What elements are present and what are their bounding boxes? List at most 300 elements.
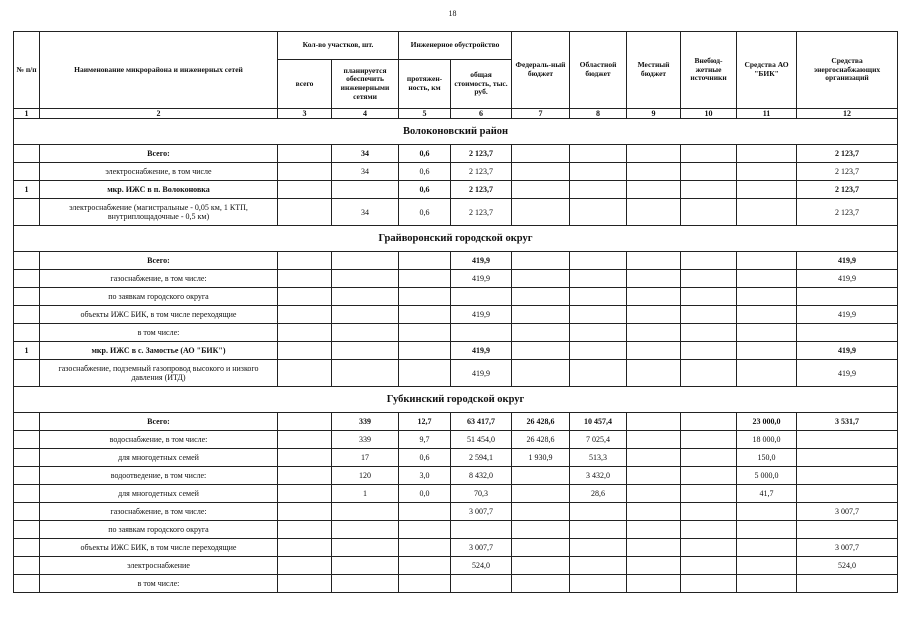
cell-c12 bbox=[797, 485, 898, 503]
cell-c6: 2 594,1 bbox=[451, 449, 512, 467]
cell-c12: 524,0 bbox=[797, 557, 898, 575]
cell-c4: 34 bbox=[332, 199, 399, 226]
cell-c11: 5 000,0 bbox=[737, 467, 797, 485]
cell-c3 bbox=[278, 467, 332, 485]
cell-c9 bbox=[627, 413, 681, 431]
cell-c10 bbox=[681, 431, 737, 449]
cell-c4: 339 bbox=[332, 413, 399, 431]
header-regional: Областной бюджет bbox=[570, 32, 627, 109]
cell-num bbox=[14, 288, 40, 306]
table-row bbox=[14, 431, 898, 449]
cell-c12: 419,9 bbox=[797, 306, 898, 324]
cell-c7 bbox=[512, 252, 570, 270]
table-row bbox=[14, 324, 898, 342]
cell-c3 bbox=[278, 521, 332, 539]
cell-c10 bbox=[681, 270, 737, 288]
cell-c5: 12,7 bbox=[399, 413, 451, 431]
cell-c8 bbox=[570, 163, 627, 181]
cell-num bbox=[14, 431, 40, 449]
cell-c4 bbox=[332, 503, 399, 521]
cell-c11: 150,0 bbox=[737, 449, 797, 467]
cell-c12: 3 007,7 bbox=[797, 539, 898, 557]
cell-c6: 70,3 bbox=[451, 485, 512, 503]
cell-c7 bbox=[512, 288, 570, 306]
cell-c5 bbox=[399, 342, 451, 360]
cell-c3 bbox=[278, 181, 332, 199]
cell-c12 bbox=[797, 521, 898, 539]
cell-c10 bbox=[681, 181, 737, 199]
column-number: 7 bbox=[512, 109, 570, 119]
cell-c12: 2 123,7 bbox=[797, 145, 898, 163]
cell-c5: 0,6 bbox=[399, 449, 451, 467]
cell-c7: 26 428,6 bbox=[512, 413, 570, 431]
cell-num bbox=[14, 199, 40, 226]
cell-c3 bbox=[278, 252, 332, 270]
cell-name: для многодетных семей bbox=[40, 449, 278, 467]
cell-c4 bbox=[332, 539, 399, 557]
column-number: 5 bbox=[399, 109, 451, 119]
cell-c8 bbox=[570, 360, 627, 387]
cell-c11 bbox=[737, 181, 797, 199]
cell-c6: 419,9 bbox=[451, 342, 512, 360]
table-row bbox=[14, 539, 898, 557]
cell-c6: 2 123,7 bbox=[451, 145, 512, 163]
cell-c7 bbox=[512, 145, 570, 163]
cell-c10 bbox=[681, 503, 737, 521]
table-row bbox=[14, 288, 898, 306]
table-row bbox=[14, 252, 898, 270]
cell-c5: 0,6 bbox=[399, 199, 451, 226]
header-num: № п/п bbox=[14, 32, 40, 109]
cell-c8 bbox=[570, 342, 627, 360]
cell-c3 bbox=[278, 503, 332, 521]
cell-c3 bbox=[278, 145, 332, 163]
table-row bbox=[14, 485, 898, 503]
cell-c4 bbox=[332, 342, 399, 360]
cell-c5 bbox=[399, 252, 451, 270]
section-title: Волоконовский район bbox=[14, 119, 898, 145]
cell-num bbox=[14, 503, 40, 521]
cell-c5 bbox=[399, 503, 451, 521]
cell-c3 bbox=[278, 557, 332, 575]
cell-c9 bbox=[627, 270, 681, 288]
cell-c4: 1 bbox=[332, 485, 399, 503]
cell-c12: 2 123,7 bbox=[797, 181, 898, 199]
header-length: протяжен-ность, км bbox=[399, 60, 451, 109]
cell-c6: 8 432,0 bbox=[451, 467, 512, 485]
header-local: Местный бюджет bbox=[627, 32, 681, 109]
cell-c3 bbox=[278, 413, 332, 431]
table-body bbox=[14, 119, 898, 593]
cell-name: мкр. ИЖС в с. Замостье (АО "БИК") bbox=[40, 342, 278, 360]
cell-c9 bbox=[627, 431, 681, 449]
header-bik: Средства АО "БИК" bbox=[737, 32, 797, 109]
cell-c8 bbox=[570, 503, 627, 521]
cell-c10 bbox=[681, 145, 737, 163]
cell-c10 bbox=[681, 252, 737, 270]
cell-c3 bbox=[278, 449, 332, 467]
table-row bbox=[14, 503, 898, 521]
cell-c11: 23 000,0 bbox=[737, 413, 797, 431]
cell-c4: 17 bbox=[332, 449, 399, 467]
cell-num bbox=[14, 413, 40, 431]
cell-c3 bbox=[278, 306, 332, 324]
cell-c9 bbox=[627, 503, 681, 521]
cell-name: газоснабжение, в том числе: bbox=[40, 270, 278, 288]
header-name: Наименование микрорайона и инженерных сетей bbox=[40, 32, 278, 109]
cell-c9 bbox=[627, 163, 681, 181]
cell-c10 bbox=[681, 288, 737, 306]
cell-c11 bbox=[737, 199, 797, 226]
cell-c11 bbox=[737, 557, 797, 575]
cell-c12 bbox=[797, 575, 898, 593]
cell-c5 bbox=[399, 575, 451, 593]
cell-c12: 3 007,7 bbox=[797, 503, 898, 521]
cell-c11 bbox=[737, 288, 797, 306]
header-energy: Средства энергоснабжающих организаций bbox=[797, 32, 898, 109]
cell-c11 bbox=[737, 163, 797, 181]
table-row bbox=[14, 199, 898, 226]
cell-name: Всего: bbox=[40, 252, 278, 270]
table-row bbox=[14, 163, 898, 181]
cell-c4 bbox=[332, 306, 399, 324]
cell-c3 bbox=[278, 324, 332, 342]
cell-c4 bbox=[332, 557, 399, 575]
header-plots-planned: планируется обеспечить инженерными сетями bbox=[332, 60, 399, 109]
cell-c6 bbox=[451, 324, 512, 342]
column-number: 6 bbox=[451, 109, 512, 119]
cell-c6: 2 123,7 bbox=[451, 199, 512, 226]
cell-c8: 513,3 bbox=[570, 449, 627, 467]
cell-c10 bbox=[681, 163, 737, 181]
cell-c7 bbox=[512, 557, 570, 575]
section-header-row bbox=[14, 226, 898, 252]
cell-c9 bbox=[627, 306, 681, 324]
cell-c5 bbox=[399, 557, 451, 575]
cell-c11 bbox=[737, 324, 797, 342]
cell-c6: 3 007,7 bbox=[451, 503, 512, 521]
cell-c7 bbox=[512, 539, 570, 557]
cell-c6 bbox=[451, 575, 512, 593]
cell-c4 bbox=[332, 181, 399, 199]
cell-c12: 419,9 bbox=[797, 252, 898, 270]
table-row bbox=[14, 575, 898, 593]
column-number: 1 bbox=[14, 109, 40, 119]
cell-c8 bbox=[570, 270, 627, 288]
cell-c6: 524,0 bbox=[451, 557, 512, 575]
cell-c4 bbox=[332, 324, 399, 342]
cell-c6: 419,9 bbox=[451, 252, 512, 270]
cell-c8 bbox=[570, 539, 627, 557]
cell-c7 bbox=[512, 503, 570, 521]
cell-c3 bbox=[278, 360, 332, 387]
cell-c11 bbox=[737, 539, 797, 557]
cell-c8 bbox=[570, 575, 627, 593]
cell-c7 bbox=[512, 270, 570, 288]
cell-c6 bbox=[451, 521, 512, 539]
cell-c12 bbox=[797, 324, 898, 342]
cell-c11: 18 000,0 bbox=[737, 431, 797, 449]
cell-c7 bbox=[512, 181, 570, 199]
cell-c10 bbox=[681, 521, 737, 539]
cell-c6: 2 123,7 bbox=[451, 181, 512, 199]
cell-c6 bbox=[451, 288, 512, 306]
column-number: 11 bbox=[737, 109, 797, 119]
cell-c5 bbox=[399, 270, 451, 288]
cell-c10 bbox=[681, 342, 737, 360]
cell-c11 bbox=[737, 252, 797, 270]
cell-c5 bbox=[399, 288, 451, 306]
cell-c5 bbox=[399, 324, 451, 342]
cell-name: водоснабжение, в том числе: bbox=[40, 431, 278, 449]
cell-c5: 0,6 bbox=[399, 163, 451, 181]
table-row bbox=[14, 360, 898, 387]
column-numbers-row bbox=[14, 109, 898, 119]
cell-c11 bbox=[737, 575, 797, 593]
cell-c3 bbox=[278, 431, 332, 449]
cell-c9 bbox=[627, 199, 681, 226]
cell-c4: 339 bbox=[332, 431, 399, 449]
cell-num bbox=[14, 485, 40, 503]
section-header-row bbox=[14, 119, 898, 145]
table-row bbox=[14, 270, 898, 288]
cell-c8 bbox=[570, 145, 627, 163]
cell-name: электроснабжение, в том числе bbox=[40, 163, 278, 181]
cell-name: мкр. ИЖС в п. Волоконовка bbox=[40, 181, 278, 199]
cell-c7 bbox=[512, 342, 570, 360]
cell-c8 bbox=[570, 199, 627, 226]
cell-c11 bbox=[737, 145, 797, 163]
cell-c9 bbox=[627, 557, 681, 575]
table-header bbox=[14, 32, 898, 119]
header-federal: Федераль-ный бюджет bbox=[512, 32, 570, 109]
cell-c10 bbox=[681, 413, 737, 431]
cell-c5 bbox=[399, 539, 451, 557]
cell-name: в том числе: bbox=[40, 575, 278, 593]
cell-c9 bbox=[627, 575, 681, 593]
cell-c10 bbox=[681, 539, 737, 557]
cell-c4 bbox=[332, 270, 399, 288]
cell-name: электроснабжение bbox=[40, 557, 278, 575]
cell-c9 bbox=[627, 181, 681, 199]
cell-c12: 2 123,7 bbox=[797, 163, 898, 181]
cell-c5 bbox=[399, 360, 451, 387]
cell-c10 bbox=[681, 324, 737, 342]
cell-c7 bbox=[512, 521, 570, 539]
cell-c8 bbox=[570, 306, 627, 324]
cell-num bbox=[14, 467, 40, 485]
cell-c10 bbox=[681, 485, 737, 503]
cell-c5 bbox=[399, 521, 451, 539]
cell-c9 bbox=[627, 467, 681, 485]
cell-c3 bbox=[278, 575, 332, 593]
table-row bbox=[14, 306, 898, 324]
cell-c7 bbox=[512, 575, 570, 593]
cell-c8 bbox=[570, 557, 627, 575]
cell-num bbox=[14, 539, 40, 557]
cell-c12: 3 531,7 bbox=[797, 413, 898, 431]
cell-c5: 0,6 bbox=[399, 145, 451, 163]
column-number: 3 bbox=[278, 109, 332, 119]
cell-c4: 34 bbox=[332, 163, 399, 181]
cell-c8: 3 432,0 bbox=[570, 467, 627, 485]
cell-num: 1 bbox=[14, 181, 40, 199]
column-number: 8 bbox=[570, 109, 627, 119]
cell-c12: 2 123,7 bbox=[797, 199, 898, 226]
cell-name: объекты ИЖС БИК, в том числе переходящие bbox=[40, 539, 278, 557]
cell-c11 bbox=[737, 360, 797, 387]
cell-c10 bbox=[681, 360, 737, 387]
cell-c6: 419,9 bbox=[451, 360, 512, 387]
cell-c10 bbox=[681, 449, 737, 467]
cell-c3 bbox=[278, 288, 332, 306]
cell-name: электроснабжение (магистральные - 0,05 км, 1 КТП, внутриплощадочные - 0,5 км) bbox=[40, 199, 278, 226]
cell-c7 bbox=[512, 360, 570, 387]
cell-c6: 419,9 bbox=[451, 270, 512, 288]
cell-c7: 26 428,6 bbox=[512, 431, 570, 449]
cell-name: для многодетных семей bbox=[40, 485, 278, 503]
cell-c11 bbox=[737, 521, 797, 539]
cell-name: в том числе: bbox=[40, 324, 278, 342]
cell-c12: 419,9 bbox=[797, 342, 898, 360]
cell-num bbox=[14, 557, 40, 575]
cell-c11 bbox=[737, 270, 797, 288]
header-plots-group: Кол-во участков, шт. bbox=[278, 32, 399, 60]
header-extra: Внебюд-жетные источники bbox=[681, 32, 737, 109]
cell-c8: 28,6 bbox=[570, 485, 627, 503]
cell-c3 bbox=[278, 270, 332, 288]
section-header-row bbox=[14, 387, 898, 413]
cell-num bbox=[14, 252, 40, 270]
cell-c9 bbox=[627, 288, 681, 306]
cell-num bbox=[14, 360, 40, 387]
cell-c3 bbox=[278, 539, 332, 557]
column-number: 9 bbox=[627, 109, 681, 119]
table-row bbox=[14, 181, 898, 199]
cell-c6: 63 417,7 bbox=[451, 413, 512, 431]
cell-c7 bbox=[512, 485, 570, 503]
cell-c10 bbox=[681, 575, 737, 593]
cell-c8: 7 025,4 bbox=[570, 431, 627, 449]
budget-table bbox=[13, 31, 898, 593]
header-plots-total: всего bbox=[278, 60, 332, 109]
cell-c9 bbox=[627, 145, 681, 163]
column-number: 2 bbox=[40, 109, 278, 119]
table-row bbox=[14, 521, 898, 539]
cell-c12 bbox=[797, 431, 898, 449]
cell-num bbox=[14, 575, 40, 593]
cell-c6: 419,9 bbox=[451, 306, 512, 324]
cell-c11 bbox=[737, 503, 797, 521]
table-row bbox=[14, 449, 898, 467]
cell-c9 bbox=[627, 539, 681, 557]
cell-num: 1 bbox=[14, 342, 40, 360]
cell-num bbox=[14, 449, 40, 467]
cell-c8 bbox=[570, 521, 627, 539]
cell-c12 bbox=[797, 467, 898, 485]
cell-c10 bbox=[681, 557, 737, 575]
cell-c4 bbox=[332, 521, 399, 539]
column-number: 4 bbox=[332, 109, 399, 119]
header-infra-group: Инженерное обустройство bbox=[399, 32, 512, 60]
table-row bbox=[14, 145, 898, 163]
header-cost: общая стоимость, тыс. руб. bbox=[451, 60, 512, 109]
table-row bbox=[14, 413, 898, 431]
cell-name: водоотведение, в том числе: bbox=[40, 467, 278, 485]
cell-num bbox=[14, 145, 40, 163]
table-row bbox=[14, 467, 898, 485]
table-row bbox=[14, 342, 898, 360]
cell-c3 bbox=[278, 163, 332, 181]
cell-c9 bbox=[627, 324, 681, 342]
cell-name: газоснабжение, подземный газопровод высокого и низкого давления (ИТД) bbox=[40, 360, 278, 387]
cell-c4: 120 bbox=[332, 467, 399, 485]
cell-c12: 419,9 bbox=[797, 270, 898, 288]
cell-c9 bbox=[627, 485, 681, 503]
cell-c7 bbox=[512, 163, 570, 181]
cell-c9 bbox=[627, 521, 681, 539]
cell-c4 bbox=[332, 360, 399, 387]
cell-num bbox=[14, 521, 40, 539]
cell-c7 bbox=[512, 467, 570, 485]
cell-c8 bbox=[570, 288, 627, 306]
cell-c6: 3 007,7 bbox=[451, 539, 512, 557]
cell-name: Всего: bbox=[40, 145, 278, 163]
cell-c3 bbox=[278, 485, 332, 503]
cell-c8 bbox=[570, 252, 627, 270]
cell-c8 bbox=[570, 324, 627, 342]
cell-c12: 419,9 bbox=[797, 360, 898, 387]
cell-name: газоснабжение, в том числе: bbox=[40, 503, 278, 521]
cell-c11 bbox=[737, 306, 797, 324]
cell-c10 bbox=[681, 306, 737, 324]
cell-c12 bbox=[797, 288, 898, 306]
column-number: 10 bbox=[681, 109, 737, 119]
cell-name: объекты ИЖС БИК, в том числе переходящие bbox=[40, 306, 278, 324]
cell-c5: 0,0 bbox=[399, 485, 451, 503]
cell-c4 bbox=[332, 575, 399, 593]
cell-c9 bbox=[627, 342, 681, 360]
cell-c5: 3,0 bbox=[399, 467, 451, 485]
cell-c7 bbox=[512, 306, 570, 324]
cell-c8 bbox=[570, 181, 627, 199]
cell-c5: 9,7 bbox=[399, 431, 451, 449]
cell-num bbox=[14, 306, 40, 324]
cell-num bbox=[14, 163, 40, 181]
page-number: 18 bbox=[448, 9, 457, 18]
cell-c4 bbox=[332, 288, 399, 306]
cell-c11: 41,7 bbox=[737, 485, 797, 503]
cell-c8: 10 457,4 bbox=[570, 413, 627, 431]
cell-c4 bbox=[332, 252, 399, 270]
cell-c3 bbox=[278, 199, 332, 226]
cell-num bbox=[14, 270, 40, 288]
table-row bbox=[14, 557, 898, 575]
cell-c4: 34 bbox=[332, 145, 399, 163]
cell-c7 bbox=[512, 199, 570, 226]
cell-c9 bbox=[627, 252, 681, 270]
cell-c5 bbox=[399, 306, 451, 324]
cell-c7 bbox=[512, 324, 570, 342]
cell-c9 bbox=[627, 360, 681, 387]
cell-c10 bbox=[681, 199, 737, 226]
cell-name: по заявкам городского округа bbox=[40, 288, 278, 306]
section-title: Губкинский городской округ bbox=[14, 387, 898, 413]
section-title: Грайворонский городской округ bbox=[14, 226, 898, 252]
cell-name: по заявкам городского округа bbox=[40, 521, 278, 539]
cell-c6: 2 123,7 bbox=[451, 163, 512, 181]
cell-c7: 1 930,9 bbox=[512, 449, 570, 467]
